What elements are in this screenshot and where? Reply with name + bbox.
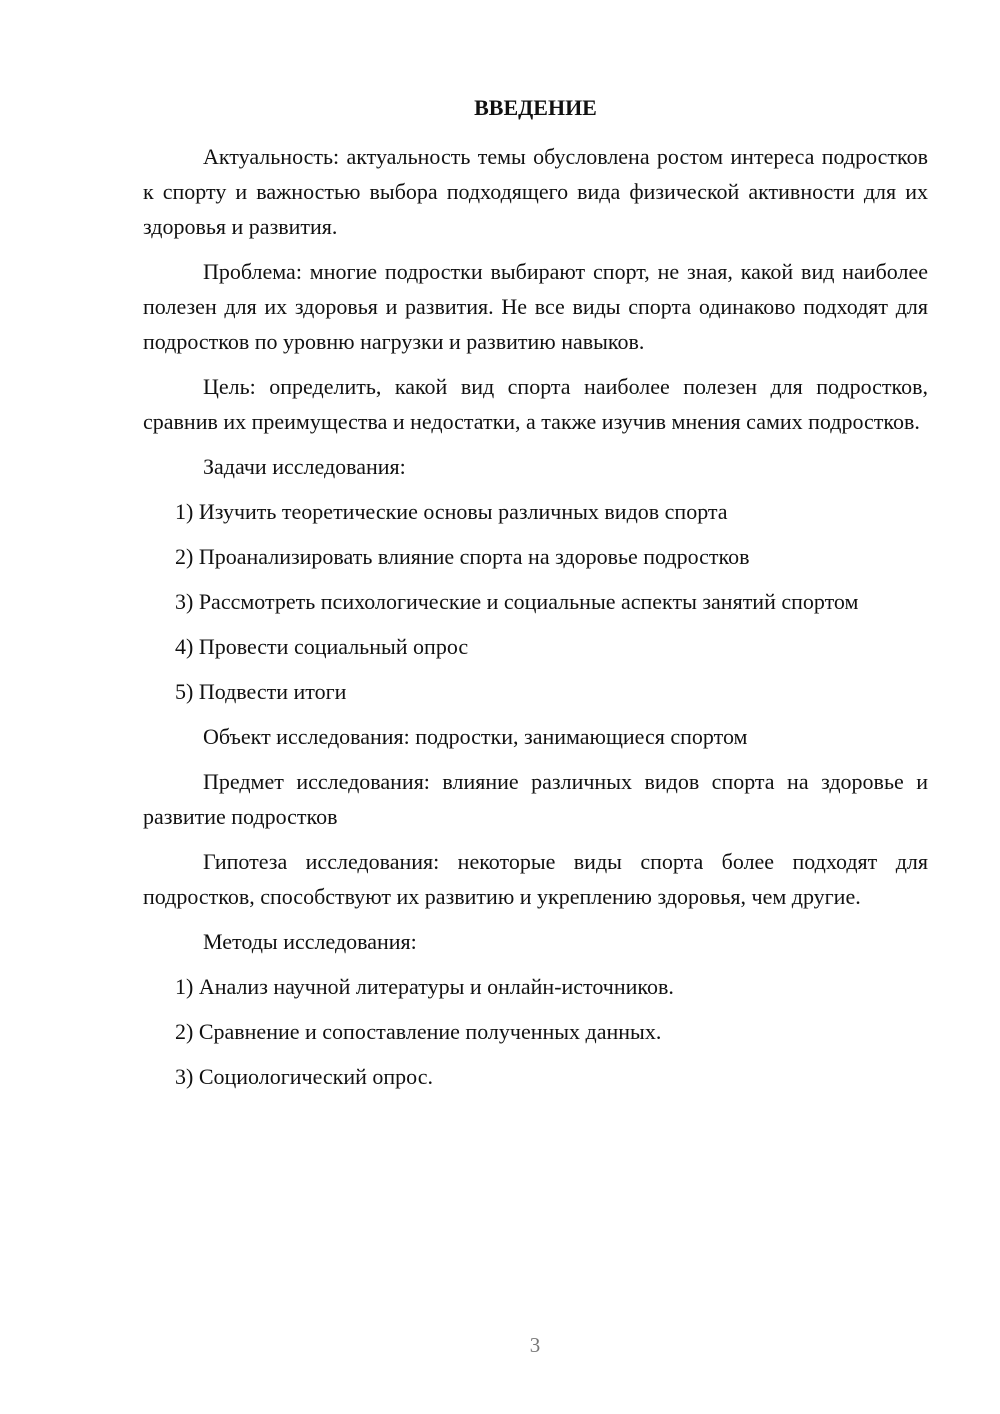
goal-paragraph: Цель: определить, какой вид спорта наиболее полезен для подростков, сравнив их преимущества и недостатки, а также изучив мнения самих подростков. (143, 374, 928, 434)
object-paragraph: Объект исследования: подростки, занимающиеся спортом (203, 724, 748, 749)
methods-heading: Методы исследования: (203, 929, 417, 954)
page-number: 3 (529, 1333, 541, 1357)
task-item-1: 1) Изучить теоретические основы различных видов спорта (175, 499, 728, 524)
method-item-2: 2) Сравнение и сопоставление полученных данных. (175, 1019, 662, 1044)
task-item-5: 5) Подвести итоги (175, 679, 347, 704)
page-title: ВВЕДЕНИЕ (474, 95, 597, 120)
subject-paragraph: Предмет исследования: влияние различных видов спорта на здоровье и развитие подростков (143, 769, 928, 829)
relevance-paragraph: Актуальность: актуальность темы обусловлена ростом интереса подростков к спорту и важностью выбора подходящего вида физической активности для их здоровья и развития. (143, 144, 928, 239)
hypothesis-paragraph: Гипотеза исследования: некоторые виды спорта более подходят для подростков, способствуют их развитию и укреплению здоровья, чем другие. (143, 849, 928, 909)
task-item-2: 2) Проанализировать влияние спорта на здоровье подростков (175, 544, 750, 569)
page-content (143, 90, 928, 1104)
task-item-3: 3) Рассмотреть психологические и социальные аспекты занятий спортом (175, 589, 859, 614)
problem-paragraph: Проблема: многие подростки выбирают спорт, не зная, какой вид наиболее полезен для их здоровья и развития. Не все виды спорта одинаково подходят для подростков по уровню нагрузки и развитию навыков. (143, 259, 928, 354)
method-item-3: 3) Социологический опрос. (175, 1064, 433, 1089)
method-item-1: 1) Анализ научной литературы и онлайн-источников. (175, 974, 674, 999)
task-item-4: 4) Провести социальный опрос (175, 634, 469, 659)
tasks-heading: Задачи исследования: (203, 454, 406, 479)
